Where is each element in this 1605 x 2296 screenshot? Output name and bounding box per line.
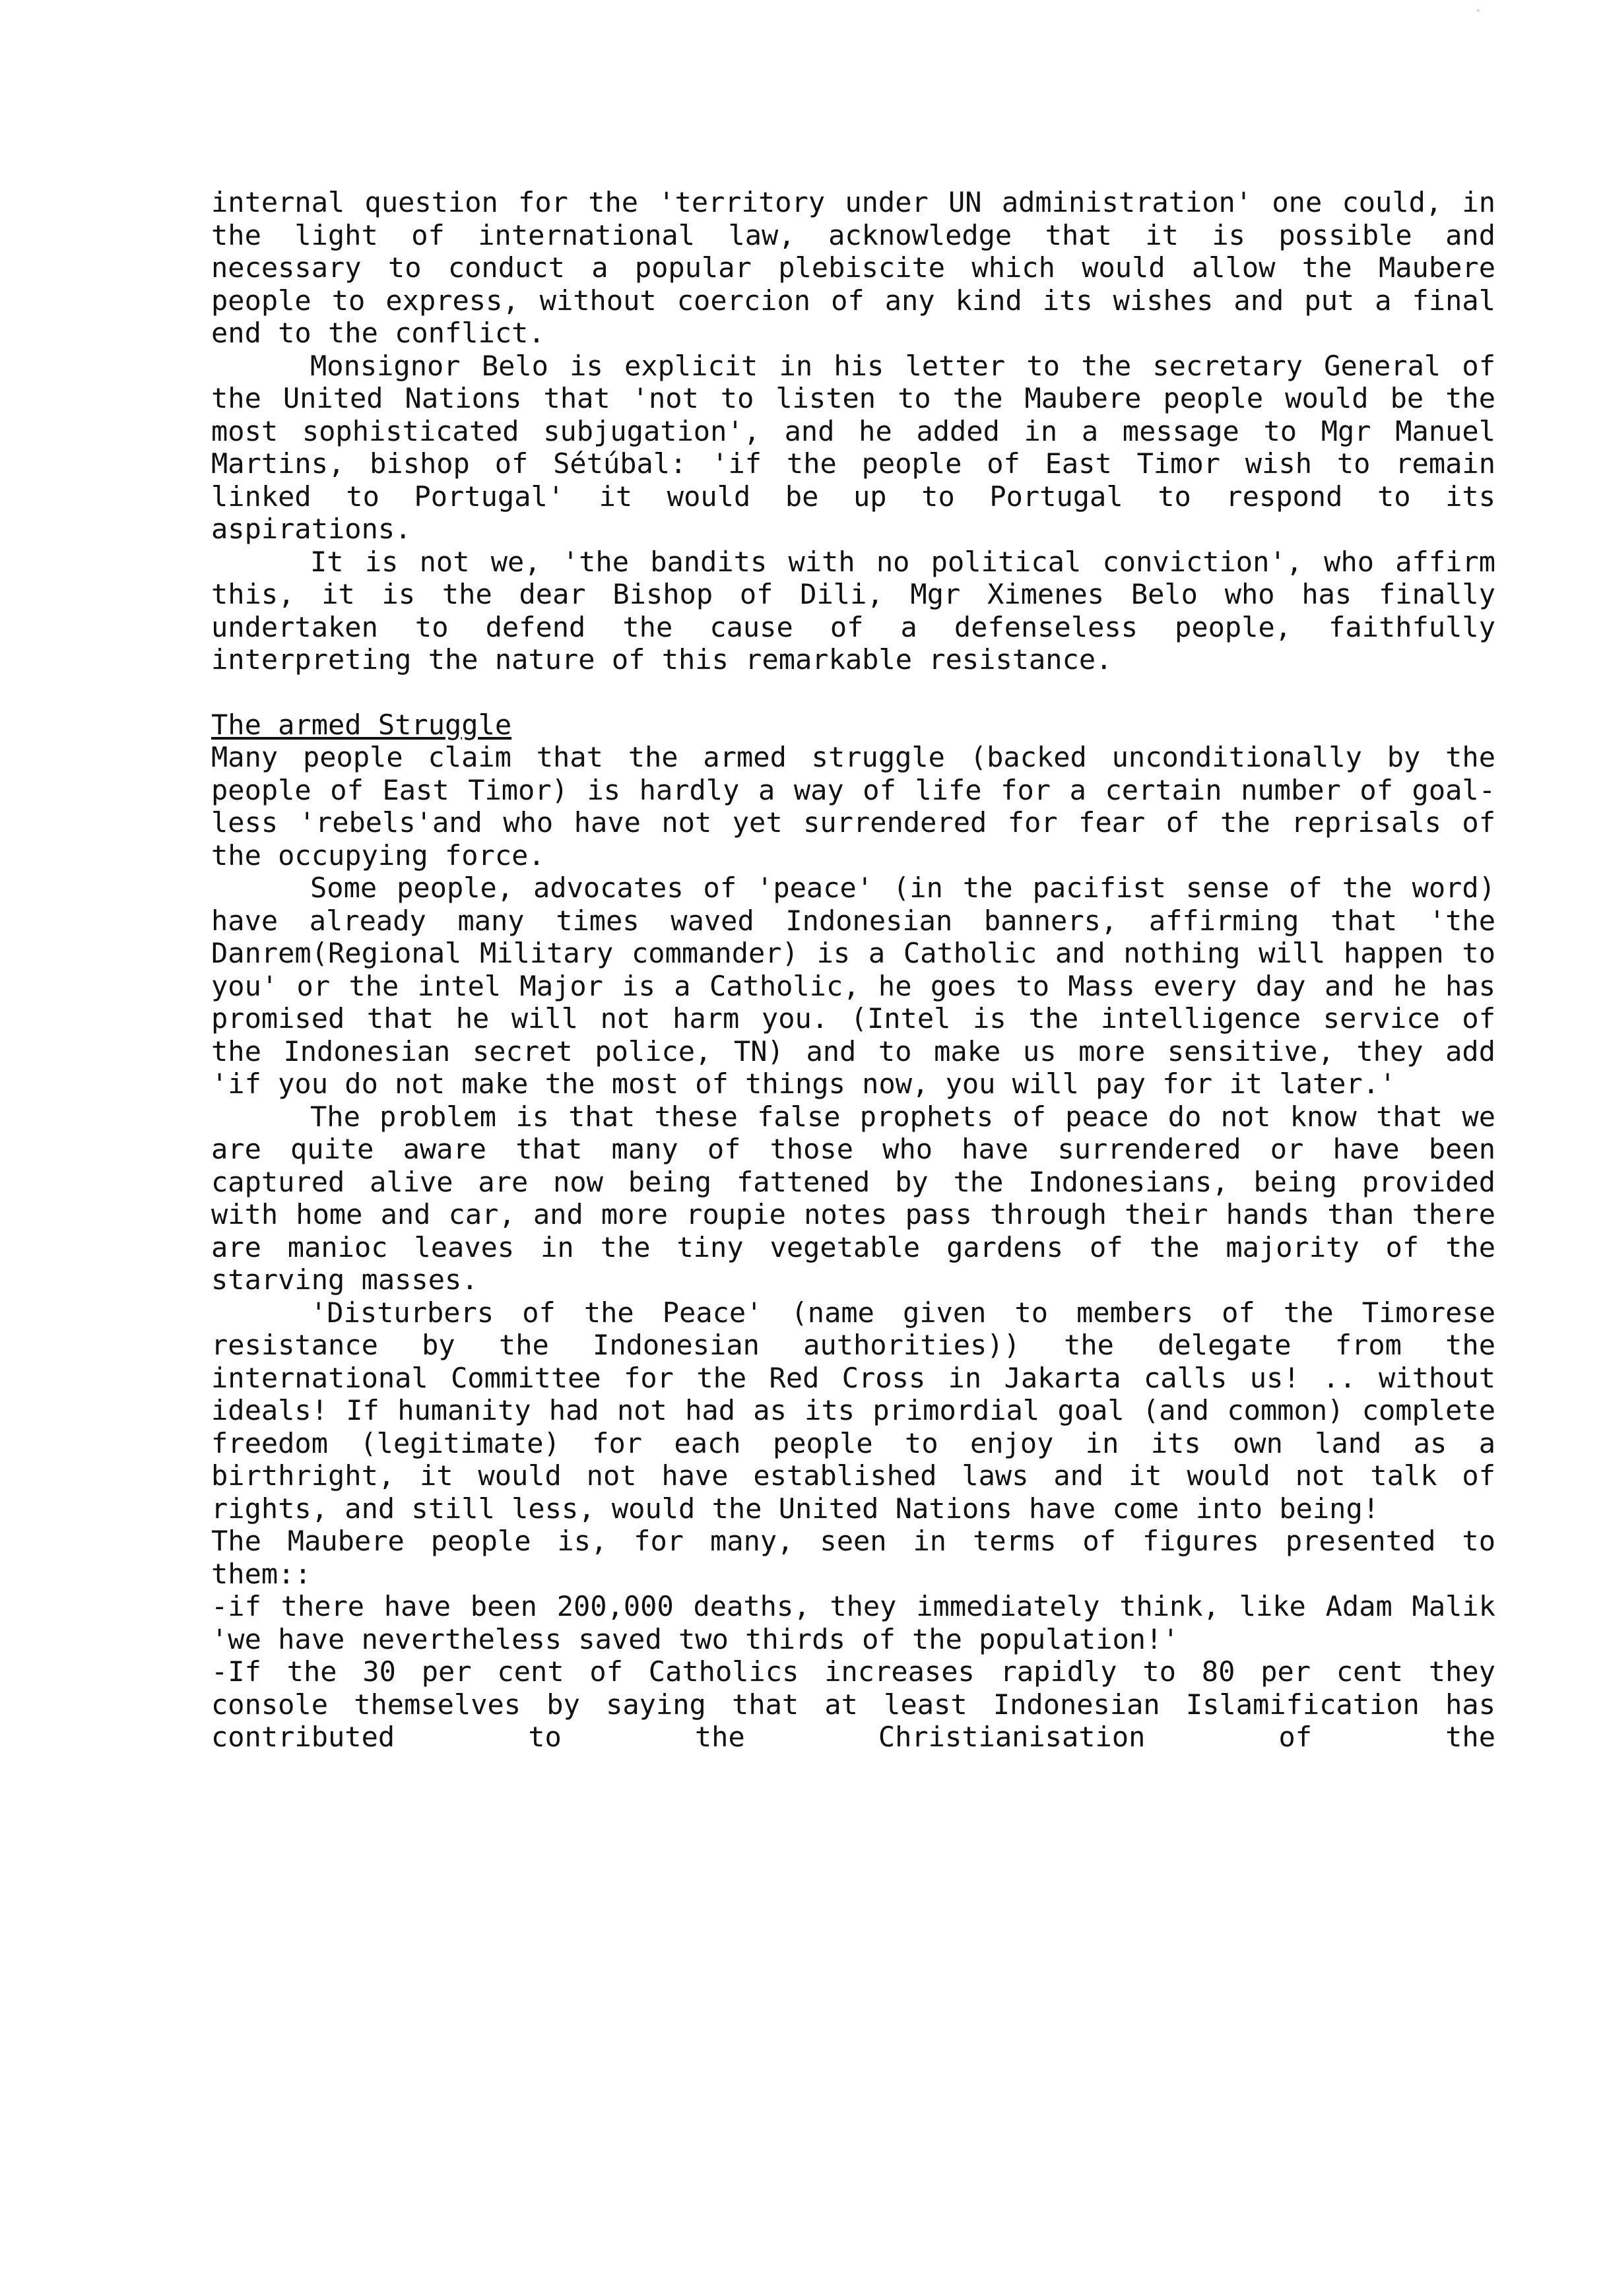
paragraph-deaths: -if there have been 200,000 deaths, they immediately think, like Adam Malik 'we have nevertheless saved two thirds of the population!' <box>211 1590 1495 1655</box>
paragraph-disturbers-of-peace: 'Disturbers of the Peace' (name given to members of the Timorese resistance by the Indonesian authorities)) the delegate from the international Committee for the Red Cross in Jakarta calls us! .. without ideals! If humanity had not had as its primordial goal (and common) complete freedom (legitimate) for each people to enjoy in its own land as a birthright, it would not have established laws and it would not talk of rights, and still less, would the United Nations have come into being! <box>211 1296 1495 1525</box>
paragraph-plebiscite: internal question for the 'territory under UN administration' one could, in the light of international law, acknowledge that it is possible and necessary to conduct a popular plebiscite which would allow the Maubere people to express, without coercion of any kind its wishes and put a final end to the conflict. <box>211 186 1495 349</box>
paragraph-belo-letter: Monsignor Belo is explicit in his letter to the secretary General of the United Nations that 'not to listen to the Maubere people would be the most sophisticated subjugation', and he added in a message to Mgr Manuel Martins, bishop of Sétúbal: 'if the people of East Timor wish to remain linked to Portugal' it would be up to Portugal to respond to its aspirations. <box>211 349 1495 545</box>
document-page <box>211 186 1495 1754</box>
paragraph-catholics: -If the 30 per cent of Catholics increases rapidly to 80 per cent they console themselves by saying that at least Indonesian Islamification has contributed to the Christianisation of the <box>211 1655 1495 1753</box>
paragraph-bandits: It is not we, 'the bandits with no political conviction', who affirm this, it is the dear Bishop of Dili, Mgr Ximenes Belo who has finally undertaken to defend the cause of a defenseless people, faithfully interpreting the nature of this remarkable resistance. <box>211 545 1495 676</box>
paragraph-advocates-of-peace: Some people, advocates of 'peace' (in the pacifist sense of the word) have already many times waved Indonesian banners, affirming that 'the Danrem(Regional Military commander) is a Catholic and nothing will happen to you' or the intel Major is a Catholic, he goes to Mass every day and he has promised that he will not harm you. (Intel is the intelligence service of the Indonesian secret police, TN) and to make us more sensitive, they add 'if you do not make the most of things now, you will pay for it later.' <box>211 872 1495 1100</box>
paragraph-false-prophets: The problem is that these false prophets of peace do not know that we are quite aware that many of those who have surrendered or have been captured alive are now being fattened by the Indonesians, being provided with home and car, and more roupie notes pass through their hands than there are manioc leaves in the tiny vegetable gardens of the majority of the starving masses. <box>211 1100 1495 1296</box>
paragraph-armed-struggle: Many people claim that the armed struggle (backed unconditionally by the people of East Timor) is hardly a way of life for a certain number of goal-less 'rebels'and who have not yet surrendered for fear of the reprisals of the occupying force. <box>211 741 1495 872</box>
scan-speck <box>1477 9 1480 12</box>
paragraph-figures: The Maubere people is, for many, seen in terms of figures presented to them:: <box>211 1525 1495 1590</box>
section-heading-armed-struggle: The armed Struggle <box>211 708 512 741</box>
